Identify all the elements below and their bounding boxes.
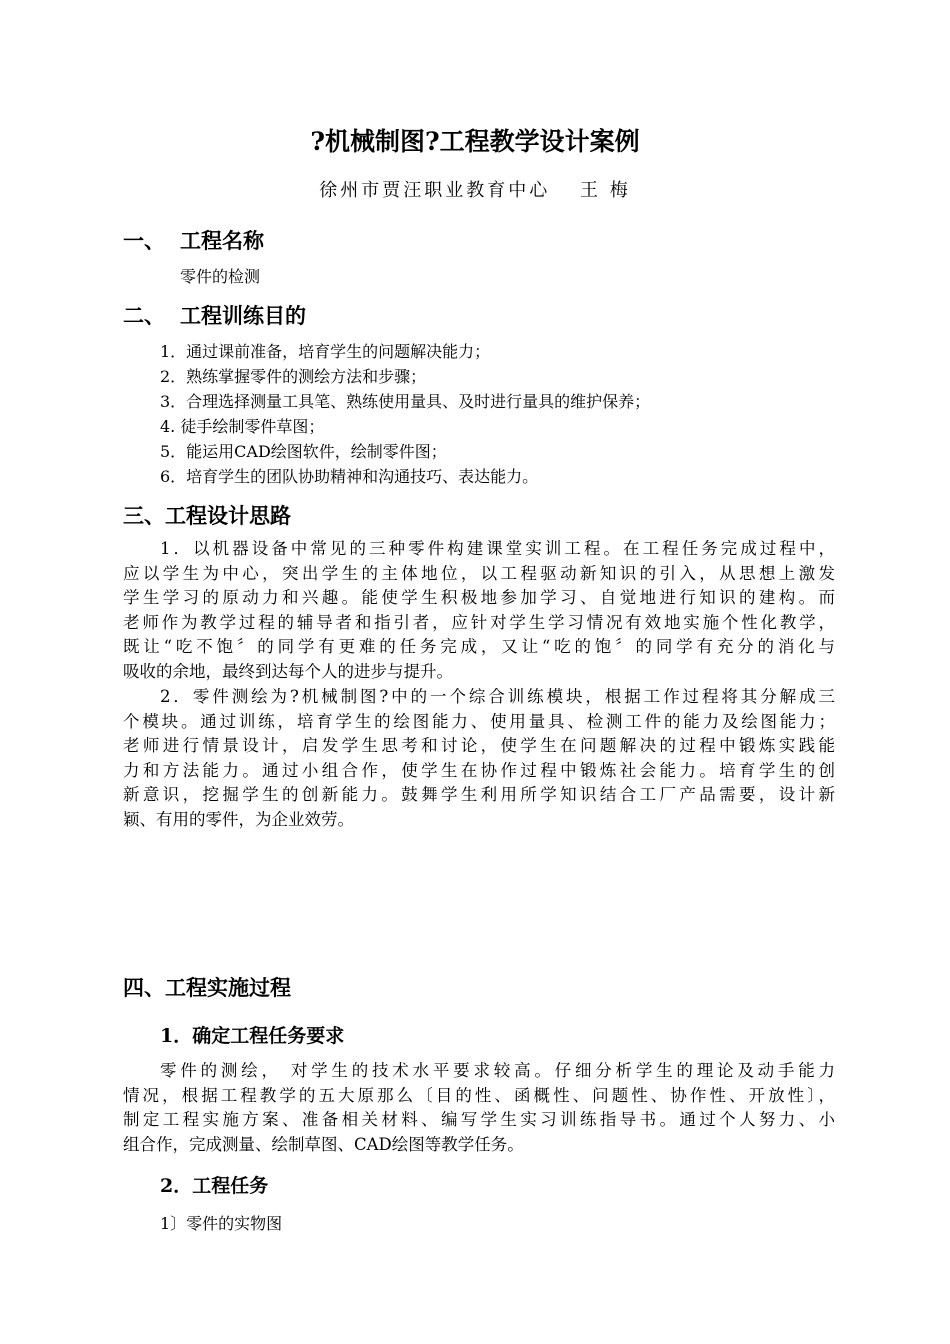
section2-number: 二、 xyxy=(123,303,165,328)
paragraph-line: 力和方法能力。通过小组合作，使学生在协作过程中锻炼社会能力。培育学生的创 xyxy=(123,760,835,780)
section1-content: 零件的检测 xyxy=(180,267,261,286)
section3-heading: 三、工程设计思路 xyxy=(123,503,291,528)
section1-number: 一、 xyxy=(123,228,165,253)
paragraph-line: 个模块。通过训练，培育学生的绘图能力、使用量具、检测工件的能力及绘图能力； xyxy=(123,711,835,731)
section4-heading: 四、工程实施过程 xyxy=(123,975,291,1000)
paragraph-line: 2．零件测绘为?机械制图?中的一个综合训练模块，根据工作过程将其分解成三 xyxy=(160,687,835,706)
objective-item: 1．通过课前准备，培育学生的问题解决能力； xyxy=(160,342,491,361)
paragraph-line: 应以学生为中心，突出学生的主体地位，以工程驱动新知识的引入，从思想上激发 xyxy=(123,563,835,583)
paragraph-line: 零件的测绘， 对学生的技术水平要求较高。仔细分析学生的理论及动手能力 xyxy=(160,1061,835,1080)
paragraph-line: 吸收的余地，最终到达每个人的进步与提升。 xyxy=(123,661,453,681)
paragraph-line: 学生学习的原动力和兴趣。能使学生积极地参加学习、自觉地进行知识的建构。而 xyxy=(123,588,835,608)
design-paragraph-2 xyxy=(123,685,835,833)
paragraph-line: 老师作为教学过程的辅导者和指引者，应针对学生学习情况有效地实施个性化教学， xyxy=(123,612,835,632)
document-title: ?机械制图?工程教学设计案例 xyxy=(310,127,640,156)
objective-item: 6．培育学生的团队协助精神和沟通技巧、表达能力。 xyxy=(160,467,539,486)
design-paragraph-1 xyxy=(123,537,835,685)
paragraph-line: 制定工程实施方案、准备相关材料、编写学生实习训练指导书。通过个人努力、小 xyxy=(123,1110,835,1130)
requirements-paragraph xyxy=(123,1059,835,1157)
objective-item: 5．能运用CAD绘图软件，绘制零件图； xyxy=(160,442,447,461)
objective-item: 3．合理选择测量工具笔、熟练使用量具、及时进行量具的维护保养； xyxy=(160,392,651,411)
objective-item: 2．熟练掌握零件的测绘方法和步骤； xyxy=(160,367,427,386)
subsection1-heading: 1．确定工程任务要求 xyxy=(160,1025,345,1047)
paragraph-line: 新意识，挖掘学生的创新能力。鼓舞学生利用所学知识结合工厂产品需要，设计新 xyxy=(123,785,835,805)
paragraph-line: 情况，根据工程教学的五大原那么〔目的性、函概性、问题性、协作性、开放性〕， xyxy=(123,1085,835,1105)
task-item: 1〕零件的实物图 xyxy=(160,1214,283,1233)
author-line: 徐州市贾汪职业教育中心 王 梅 xyxy=(319,180,631,201)
section1-heading: 工程名称 xyxy=(180,228,264,253)
paragraph-line: 既让“吃不饱〞的同学有更难的任务完成，又让“吃的饱〞的同学有充分的消化与 xyxy=(123,637,835,657)
objective-item: 4. 徒手绘制零件草图； xyxy=(160,417,325,436)
paragraph-line: 1．以机器设备中常见的三种零件构建课堂实训工程。在工程任务完成过程中， xyxy=(160,539,835,558)
paragraph-line: 组合作，完成测量、绘制草图、CAD绘图等教学任务。 xyxy=(123,1134,524,1154)
subsection2-heading: 2．工程任务 xyxy=(160,1175,269,1197)
paragraph-line: 老师进行情景设计，启发学生思考和讨论，使学生在问题解决的过程中锻炼实践能 xyxy=(123,736,835,756)
section2-heading: 工程训练目的 xyxy=(180,303,306,328)
paragraph-line: 颖、有用的零件，为企业效劳。 xyxy=(123,809,354,829)
